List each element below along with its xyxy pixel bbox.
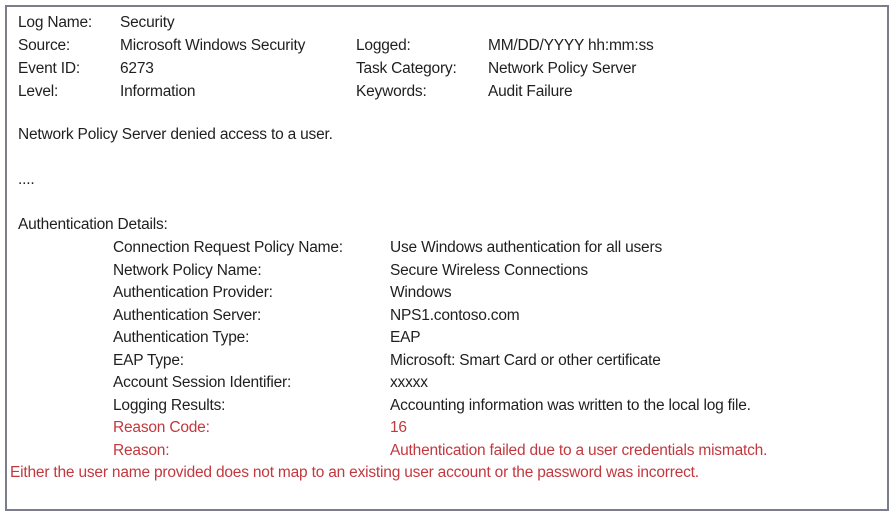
authentication-server-label: Authentication Server: (113, 306, 262, 324)
connection-request-policy-value: Use Windows authentication for all users (390, 239, 662, 256)
event-header-row-event-id (18, 57, 877, 80)
event-id-value: 6273 (120, 60, 154, 77)
detail-row-reason-code (113, 417, 877, 440)
log-name-value: Security (120, 14, 175, 31)
keywords-label: Keywords: (356, 83, 427, 100)
logged-label: Logged: (356, 37, 411, 54)
connection-request-policy-label: Connection Request Policy Name: (113, 239, 343, 256)
event-header-row-source (18, 34, 877, 57)
authentication-provider-value: Windows (390, 284, 452, 301)
authentication-type-value: EAP (390, 329, 421, 346)
detail-row-account-session-identifier (113, 372, 877, 395)
reason-code-value: 16 (390, 419, 407, 436)
detail-row-network-policy-name (113, 260, 877, 283)
event-header (18, 11, 877, 103)
authentication-type-label: Authentication Type: (113, 329, 250, 346)
reason-code-label: Reason Code: (113, 419, 210, 436)
ellipsis-text: .... (18, 171, 35, 188)
authentication-provider-label: Authentication Provider: (113, 284, 273, 301)
source-value: Microsoft Windows Security (120, 37, 306, 54)
level-label: Level: (18, 83, 59, 100)
reason-value: Authentication failed due to a user credentials mismatch. (390, 441, 768, 459)
log-name-label: Log Name: (18, 14, 93, 31)
logged-value: MM/DD/YYYY hh:mm:ss (488, 37, 654, 54)
detail-row-authentication-provider (113, 282, 877, 305)
task-category-label: Task Category: (356, 60, 457, 77)
source-label: Source: (18, 37, 71, 54)
detail-row-authentication-server (113, 305, 877, 328)
keywords-value: Audit Failure (488, 83, 573, 100)
account-session-identifier-value: xxxxx (390, 374, 428, 391)
eap-type-label: EAP Type: (113, 351, 184, 369)
event-id-label: Event ID: (18, 60, 80, 77)
event-log-panel (5, 5, 889, 511)
detail-row-logging-results (113, 395, 877, 418)
network-policy-name-label: Network Policy Name: (113, 261, 262, 279)
logging-results-label: Logging Results: (113, 396, 226, 414)
reason-label: Reason: (113, 441, 170, 459)
logging-results-value: Accounting information was written to the local log file. (390, 396, 751, 414)
network-policy-name-value: Secure Wireless Connections (390, 261, 588, 279)
auth-details-list (113, 237, 877, 462)
task-category-value: Network Policy Server (488, 60, 637, 77)
level-value: Information (120, 83, 196, 100)
event-header-row-level (18, 80, 877, 103)
event-header-row-log-name (18, 11, 877, 34)
detail-row-eap-type (113, 350, 877, 373)
event-description: Network Policy Server denied access to a user. (18, 126, 333, 143)
detail-row-reason (113, 440, 877, 463)
eap-type-value: Microsoft: Smart Card or other certificate (390, 351, 661, 369)
detail-row-connection-request-policy (113, 237, 877, 260)
reason-explanation-text: Either the user name provided does not map to an existing user account or the password was incorrect. (10, 464, 699, 481)
detail-row-authentication-type (113, 327, 877, 350)
authentication-server-value: NPS1.contoso.com (390, 306, 520, 324)
auth-details-title: Authentication Details: (18, 216, 168, 233)
account-session-identifier-label: Account Session Identifier: (113, 374, 292, 391)
